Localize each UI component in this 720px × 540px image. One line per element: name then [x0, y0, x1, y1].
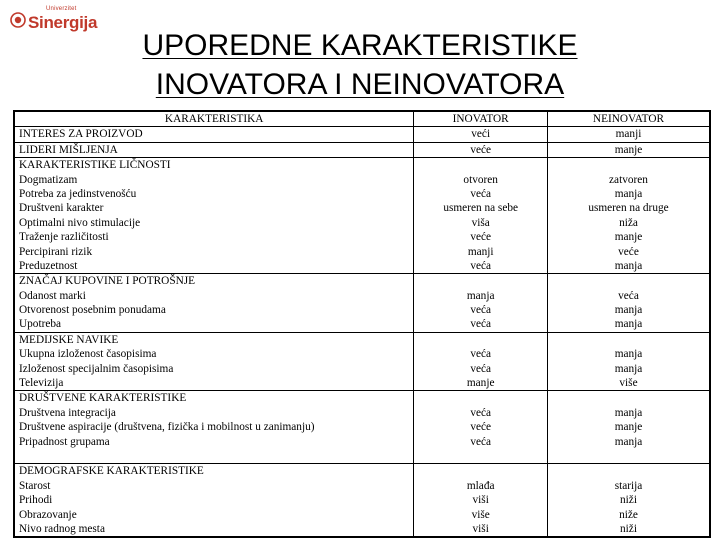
table-cell-c2	[414, 464, 548, 537]
cell-line: veći	[471, 128, 491, 141]
table-cell-c3	[547, 127, 710, 142]
table-cell-c3	[547, 274, 710, 333]
header-inovator: INOVATOR	[414, 111, 548, 127]
cell-line	[552, 158, 705, 172]
cell-line: INTERES ZA PROIZVOD	[19, 128, 143, 141]
cell-line: Obrazovanje	[19, 508, 77, 521]
cell-line: Traženje različitosti	[19, 231, 109, 244]
table-cell-c3	[547, 464, 710, 537]
table-cell-c3	[547, 332, 710, 391]
cell-line: veće	[618, 245, 639, 258]
slide-title	[90, 26, 630, 104]
cell-line: Preduzetnost	[19, 259, 78, 272]
cell-line: veće	[470, 231, 492, 244]
cell-line	[19, 449, 409, 463]
cell-line: manja	[614, 259, 643, 272]
table-header-row	[14, 111, 710, 127]
cell-line: manje	[614, 143, 643, 156]
cell-line: Društvena integracija	[19, 406, 116, 419]
cell-line: viši	[472, 494, 489, 507]
cell-line: veća	[470, 406, 492, 419]
cell-line: otvoren	[463, 173, 498, 186]
cell-line: manja	[614, 304, 643, 317]
cell-line: veće	[470, 421, 492, 434]
cell-line: više	[619, 377, 638, 390]
cell-line: niža	[619, 216, 638, 229]
cell-line: Optimalni nivo stimulacije	[19, 216, 141, 229]
cell-line: niži	[620, 522, 637, 535]
cell-line: DEMOGRAFSKE KARAKTERISTIKE	[19, 465, 204, 478]
table-row	[14, 464, 710, 537]
header-neinovator: NEINOVATOR	[547, 111, 710, 127]
table-body	[14, 127, 710, 537]
cell-line: veća	[470, 435, 492, 448]
cell-line	[418, 274, 543, 288]
table-cell-c1	[14, 142, 414, 157]
cell-line: manja	[614, 362, 643, 375]
table-cell-c1	[14, 391, 414, 464]
cell-line: veća	[470, 348, 492, 361]
university-emblem-icon	[10, 12, 26, 28]
cell-line: zatvoren	[609, 173, 648, 186]
slide-title-line-1: UPOREDNE KARAKTERISTIKE	[142, 29, 578, 62]
cell-line	[552, 449, 705, 463]
cell-line: manje	[614, 421, 643, 434]
cell-line: Pripadnost grupama	[19, 435, 110, 448]
cell-line: veća	[470, 304, 492, 317]
table-cell-c1	[14, 274, 414, 333]
cell-line	[418, 464, 543, 478]
cell-line: niži	[620, 494, 637, 507]
table-cell-c1	[14, 464, 414, 537]
cell-line: veća	[470, 318, 492, 331]
cell-line: veća	[470, 187, 492, 200]
cell-line: manja	[614, 435, 643, 448]
cell-line: DRUŠTVENE KARAKTERISTIKE	[19, 392, 187, 405]
cell-line: Upotreba	[19, 318, 62, 331]
cell-line: starija	[614, 479, 643, 492]
table-row	[14, 127, 710, 142]
cell-line	[552, 464, 705, 478]
cell-line: Dogmatizam	[19, 173, 78, 186]
cell-line: manji	[615, 128, 642, 141]
cell-line: KARAKTERISTIKE LIČNOSTI	[19, 159, 171, 172]
cell-line: Starost	[19, 479, 51, 492]
cell-line: manje	[466, 377, 495, 390]
cell-line: usmeren na druge	[588, 202, 669, 215]
cell-line: Nivo radnog mesta	[19, 522, 105, 535]
cell-line: mlađa	[466, 479, 495, 492]
cell-line	[418, 333, 543, 347]
cell-line: Odanost marki	[19, 289, 86, 302]
table-row	[14, 332, 710, 391]
cell-line: veća	[618, 289, 639, 302]
cell-line: više	[471, 508, 490, 521]
table-row	[14, 274, 710, 333]
logo-top-text: Univerzitet	[46, 6, 77, 12]
cell-line: Televizija	[19, 377, 64, 390]
table-cell-c2	[414, 158, 548, 274]
table-cell-c3	[547, 158, 710, 274]
cell-line: Percipirani rizik	[19, 245, 93, 258]
cell-line	[552, 391, 705, 405]
table-cell-c2	[414, 332, 548, 391]
table-row	[14, 142, 710, 157]
cell-line: LIDERI MIŠLJENJA	[19, 143, 118, 156]
table-cell-c2	[414, 142, 548, 157]
cell-line: veće	[470, 143, 492, 156]
table-cell-c1	[14, 158, 414, 274]
table-row	[14, 391, 710, 464]
cell-line: Potreba za jedinstvenošću	[19, 187, 137, 200]
table-cell-c3	[547, 142, 710, 157]
table-cell-c2	[414, 391, 548, 464]
cell-line	[418, 158, 543, 172]
cell-line	[418, 449, 543, 463]
comparison-table	[13, 110, 711, 538]
cell-line: veća	[470, 259, 492, 272]
cell-line: manja	[614, 348, 643, 361]
cell-line: Otvorenost posebnim ponudama	[19, 304, 166, 317]
cell-line: MEDIJSKE NAVIKE	[19, 333, 119, 346]
logo-brand-text: Sinergija	[28, 13, 98, 32]
table-cell-c1	[14, 127, 414, 142]
table-row	[14, 158, 710, 274]
cell-line: Društveni karakter	[19, 202, 104, 215]
cell-line: manja	[614, 318, 643, 331]
cell-line	[552, 333, 705, 347]
cell-line: Izloženost specijalnim časopisima	[19, 362, 174, 375]
table-cell-c2	[414, 127, 548, 142]
cell-line: manja	[614, 406, 643, 419]
cell-line: manja	[466, 289, 495, 302]
cell-line: manja	[614, 187, 643, 200]
cell-line	[418, 391, 543, 405]
cell-line: Društvene aspiracije (društvena, fizička i mobilnost u zanimanju)	[19, 421, 315, 434]
cell-line: usmeren na sebe	[443, 202, 518, 215]
cell-line: viši	[472, 522, 489, 535]
cell-line: manji	[467, 245, 494, 258]
slide-title-line-2: INOVATORA I NEINOVATORA	[155, 68, 565, 101]
table-cell-c3	[547, 391, 710, 464]
cell-line: niže	[619, 508, 638, 521]
header-karakteristika: KARAKTERISTIKA	[14, 111, 414, 127]
cell-line: manje	[614, 231, 643, 244]
cell-line: Prihodi	[19, 494, 53, 507]
cell-line: Ukupna izloženost časopisima	[19, 348, 157, 361]
table-cell-c1	[14, 332, 414, 391]
cell-line	[552, 274, 705, 288]
university-logo	[6, 6, 96, 34]
cell-line: veća	[470, 362, 492, 375]
cell-line: ZNAČAJ KUPOVINE I POTROŠNJE	[19, 275, 196, 288]
table-cell-c2	[414, 274, 548, 333]
cell-line: viša	[471, 216, 490, 229]
